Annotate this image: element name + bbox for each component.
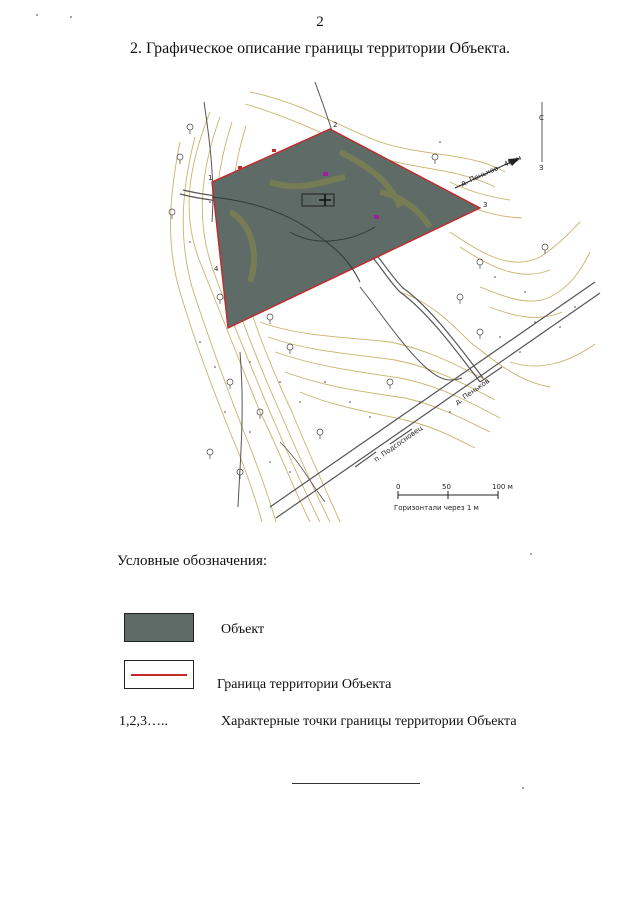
- direction-label: д. Пеньков - 48км: [459, 153, 523, 188]
- boundary-marker: [323, 172, 328, 176]
- object-territory: [212, 129, 480, 328]
- scale-caption: Горизонтали через 1 м: [394, 504, 479, 512]
- vertex-label: 4: [214, 265, 219, 273]
- legend-heading: Условные обозначения:: [117, 553, 268, 569]
- east-label: З: [539, 164, 544, 172]
- scan-speck: [530, 553, 532, 555]
- legend-symbol-points: 1,2,3…..: [119, 714, 168, 729]
- scale-tick-label: 100 м: [492, 483, 513, 491]
- signature-line: [292, 783, 420, 784]
- legend-label-border: Граница территории Объекта: [217, 677, 392, 692]
- border-line-swatch: [124, 660, 194, 689]
- page-number: 2: [316, 14, 324, 30]
- map-canvas: [150, 82, 610, 522]
- road-label: д. Пеньков: [453, 377, 492, 407]
- scan-speck: [522, 787, 524, 789]
- site-map: [150, 82, 610, 522]
- vertex-label: 3: [483, 201, 488, 209]
- road-label: п. Подсосновец: [372, 424, 425, 464]
- vertex-label: 2: [333, 121, 338, 129]
- north-arrow-label: С: [539, 114, 544, 122]
- scale-tick-label: 50: [442, 483, 451, 491]
- legend-label-object: Объект: [221, 622, 265, 637]
- scale-bar: [394, 483, 513, 512]
- north-arrow: [539, 102, 544, 172]
- boundary-marker: [374, 215, 379, 219]
- direction-arrow: [455, 154, 523, 188]
- object-swatch: [124, 613, 194, 642]
- boundary-marker: [238, 166, 242, 169]
- boundary-marker: [272, 149, 276, 152]
- border-line-sample: [131, 674, 187, 676]
- section-title: 2. Графическое описание границы территории Объекта.: [129, 40, 511, 57]
- legend-label-points: Характерные точки границы территории Объекта: [221, 714, 517, 729]
- vertex-label: 1: [208, 174, 213, 182]
- object-polygon: [212, 129, 480, 328]
- scale-tick-label: 0: [396, 483, 401, 491]
